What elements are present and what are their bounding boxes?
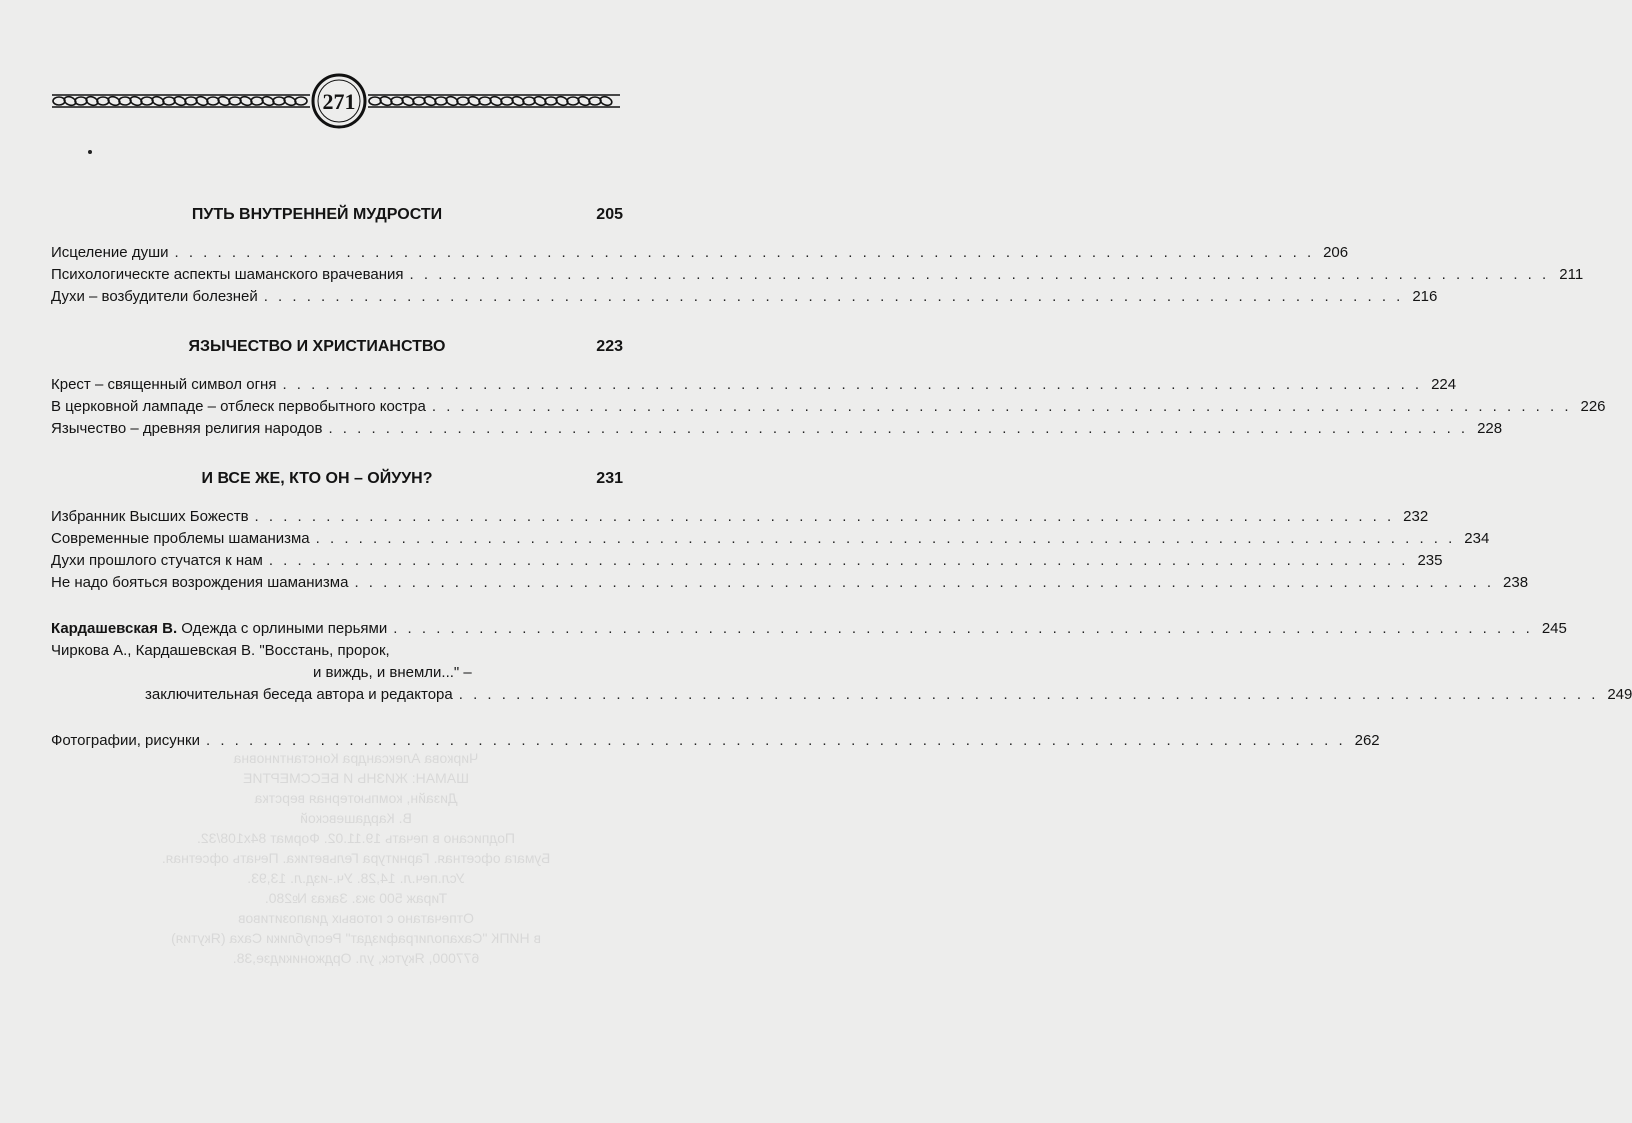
entry-author: Кардашевская В.	[51, 620, 178, 637]
leader-dots: . . . . . . . . . . . . . . . . . . . . . . . . . . . . . . . . . . . . . . . . . . . . . . . . . . . . . . . . . . . . . . . . . . . . . . . . . . . . . . . .	[263, 288, 1404, 305]
imprint-line: Чиркова Александра Константиновна	[233, 750, 479, 766]
section-title: ПУТЬ ВНУТРЕННЕЙ МУДРОСТИ	[191, 206, 443, 223]
toc-entry: Духи – возбудители болезней . . . . . . . . . . . . . . . . . . . . . . . . . . . . . . . . . . . . . . . . . . . . . . . . . . . . . . . . . . . . . . . . . . . . . . . . . . . . . . . . 216	[51, 286, 623, 308]
section-title: И ВСЕ ЖЕ, КТО ОН – ОЙУУН?	[201, 470, 433, 487]
toc-entry: Духи прошлого стучатся к нам . . . . . . . . . . . . . . . . . . . . . . . . . . . . . . . . . . . . . . . . . . . . . . . . . . . . . . . . . . . . . . . . . . . . . . . . . . . . . . . . 235	[51, 550, 623, 572]
table-of-contents	[51, 200, 1632, 752]
leader-dots: . . . . . . . . . . . . . . . . . . . . . . . . . . . . . . . . . . . . . . . . . . . . . . . . . . . . . . . . . . . . . . . . . . . . . . . . . . . . . . . .	[409, 266, 1550, 283]
left-chain-ornament	[52, 94, 310, 108]
imprint-line: Подписано в печать 19.11.02. Формат 84х108/32.	[196, 830, 516, 846]
section-title: ЯЗЫЧЕСТВО И ХРИСТИАНСТВО	[188, 338, 446, 355]
leader-dots: . . . . . . . . . . . . . . . . . . . . . . . . . . . . . . . . . . . . . . . . . . . . . . . . . . . . . . . . . . . . . . . . . . . . . . . . . . . . . . . .	[328, 420, 1469, 437]
section-page: 231	[596, 470, 623, 487]
imprint-line: Тираж 500 экз. Заказ №280.	[264, 890, 448, 906]
toc-entry: Фотографии, рисунки . . . . . . . . . . . . . . . . . . . . . . . . . . . . . . . . . . . . . . . . . . . . . . . . . . . . . . . . . . . . . . . . . . . . . . . . . . . . . . . . 262	[51, 730, 623, 752]
leader-dots: . . . . . . . . . . . . . . . . . . . . . . . . . . . . . . . . . . . . . . . . . . . . . . . . . . . . . . . . . . . . . . . . . . . . . . . . . . . . . . . .	[354, 574, 1495, 591]
toc-entry: Психологическте аспекты шаманского врачевания . . . . . . . . . . . . . . . . . . . . . . . . . . . . . . . . . . . . . . . . . . . . . . . . . . . . . . . . . . . . . . . . . . . . . . . . . . . . . . . . 211	[51, 264, 623, 286]
toc-entry: Современные проблемы шаманизма . . . . . . . . . . . . . . . . . . . . . . . . . . . . . . . . . . . . . . . . . . . . . . . . . . . . . . . . . . . . . . . . . . . . . . . . . . . . . . . . 234	[51, 528, 623, 550]
toc-entry: В церковной лампаде – отблеск первобытного костра . . . . . . . . . . . . . . . . . . . . . . . . . . . . . . . . . . . . . . . . . . . . . . . . . . . . . . . . . . . . . . . . . . . . . . . . . . . . . . . . 226	[51, 396, 623, 418]
imprint-line: В. Кардашевской	[300, 810, 412, 826]
leader-dots: . . . . . . . . . . . . . . . . . . . . . . . . . . . . . . . . . . . . . . . . . . . . . . . . . . . . . . . . . . . . . . . . . . . . . . . . . . . . . . . .	[431, 398, 1572, 415]
section-page: 205	[596, 206, 623, 223]
entry-title-cont: и виждь, и внемли..." –	[313, 664, 472, 681]
leader-dots: . . . . . . . . . . . . . . . . . . . . . . . . . . . . . . . . . . . . . . . . . . . . . . . . . . . . . . . . . . . . . . . . . . . . . . . . . . . . . . . .	[393, 620, 1533, 637]
leader-dots: . . . . . . . . . . . . . . . . . . . . . . . . . . . . . . . . . . . . . . . . . . . . . . . . . . . . . . . . . . . . . . . . . . . . . . . . . . . . . . . .	[458, 686, 1599, 703]
section-heading	[51, 464, 623, 494]
leader-dots: . . . . . . . . . . . . . . . . . . . . . . . . . . . . . . . . . . . . . . . . . . . . . . . . . . . . . . . . . . . . . . . . . . . . . . . . . . . . . . . .	[254, 508, 1395, 525]
toc-entry: Не надо бояться возрождения шаманизма . . . . . . . . . . . . . . . . . . . . . . . . . . . . . . . . . . . . . . . . . . . . . . . . . . . . . . . . . . . . . . . . . . . . . . . . . . . . . . . . 238	[51, 572, 623, 594]
toc-entry-appendix-line	[51, 662, 623, 684]
imprint-line: в НИПК "Сахаполиграфиздат" Республики Саха (Якутия)	[171, 930, 541, 946]
leader-dots: . . . . . . . . . . . . . . . . . . . . . . . . . . . . . . . . . . . . . . . . . . . . . . . . . . . . . . . . . . . . . . . . . . . . . . . . . . . . . . . .	[268, 552, 1409, 569]
section-heading	[51, 200, 623, 230]
section-heading	[51, 332, 623, 362]
toc-entry-appendix: Кардашевская В. Одежда с орлиными перьями . . . . . . . . . . . . . . . . . . . . . . . . . . . . . . . . . . . . . . . . . . . . . . . . . . . . . . . . . . . . . . . . . . . . . . . . . . . . . . . . 245	[51, 618, 623, 640]
section-page: 223	[596, 338, 623, 355]
toc-entry: Крест – священный символ огня . . . . . . . . . . . . . . . . . . . . . . . . . . . . . . . . . . . . . . . . . . . . . . . . . . . . . . . . . . . . . . . . . . . . . . . . . . . . . . . . 224	[51, 374, 623, 396]
toc-entry: Исцеление души . . . . . . . . . . . . . . . . . . . . . . . . . . . . . . . . . . . . . . . . . . . . . . . . . . . . . . . . . . . . . . . . . . . . . . . . . . . . . . . . 206	[51, 242, 623, 264]
entry-title: Одежда с орлиными перьями	[177, 620, 388, 637]
imprint-bleed-through	[96, 748, 616, 968]
toc-entry-appendix-line	[51, 640, 623, 662]
leader-dots: . . . . . . . . . . . . . . . . . . . . . . . . . . . . . . . . . . . . . . . . . . . . . . . . . . . . . . . . . . . . . . . . . . . . . . . . . . . . . . . .	[282, 376, 1423, 393]
leader-dots: . . . . . . . . . . . . . . . . . . . . . . . . . . . . . . . . . . . . . . . . . . . . . . . . . . . . . . . . . . . . . . . . . . . . . . . . . . . . . . . .	[174, 244, 1315, 261]
imprint-line: Дизайн, компьютерная верстка	[254, 790, 458, 806]
imprint-line: 677000, Якутск, ул. Орджоникидзе,38.	[232, 950, 480, 966]
toc-entry: Избранник Высших Божеств . . . . . . . . . . . . . . . . . . . . . . . . . . . . . . . . . . . . . . . . . . . . . . . . . . . . . . . . . . . . . . . . . . . . . . . . . . . . . . . . 232	[51, 506, 623, 528]
page-number-badge	[308, 72, 370, 130]
imprint-line: Бумага офсетная. Гарнитура Гельветика. Печать офсетная.	[161, 850, 551, 866]
dust-speck	[88, 150, 92, 154]
page-number: 271	[322, 89, 356, 114]
page-header-ornament	[52, 72, 620, 128]
entry-title-cont: заключительная беседа автора и редактора	[145, 686, 453, 703]
toc-entry-appendix-line: заключительная беседа автора и редактора . . . . . . . . . . . . . . . . . . . . . . . . . . . . . . . . . . . . . . . . . . . . . . . . . . . . . . . . . . . . . . . . . . . . . . . . . . . . . . . . 249	[51, 684, 623, 706]
entry-author: Чиркова А., Кардашевская В.	[51, 642, 256, 659]
toc-entry: Язычество – древняя религия народов . . . . . . . . . . . . . . . . . . . . . . . . . . . . . . . . . . . . . . . . . . . . . . . . . . . . . . . . . . . . . . . . . . . . . . . . . . . . . . . . 228	[51, 418, 623, 440]
right-chain-ornament	[368, 94, 620, 108]
entry-title: "Восстань, пророк,	[255, 642, 390, 659]
imprint-line: ШАМАН: ЖИЗНЬ И БЕССМЕРТИЕ	[243, 770, 469, 786]
imprint-line: Отпечатано с готовых диапозитивов	[238, 910, 474, 926]
imprint-line: Усл.печ.л. 14,28. Уч.-изд.л. 13,93.	[247, 870, 465, 886]
leader-dots: . . . . . . . . . . . . . . . . . . . . . . . . . . . . . . . . . . . . . . . . . . . . . . . . . . . . . . . . . . . . . . . . . . . . . . . . . . . . . . . .	[315, 530, 1456, 547]
leader-dots: . . . . . . . . . . . . . . . . . . . . . . . . . . . . . . . . . . . . . . . . . . . . . . . . . . . . . . . . . . . . . . . . . . . . . . . . . . . . . . . .	[206, 732, 1346, 749]
